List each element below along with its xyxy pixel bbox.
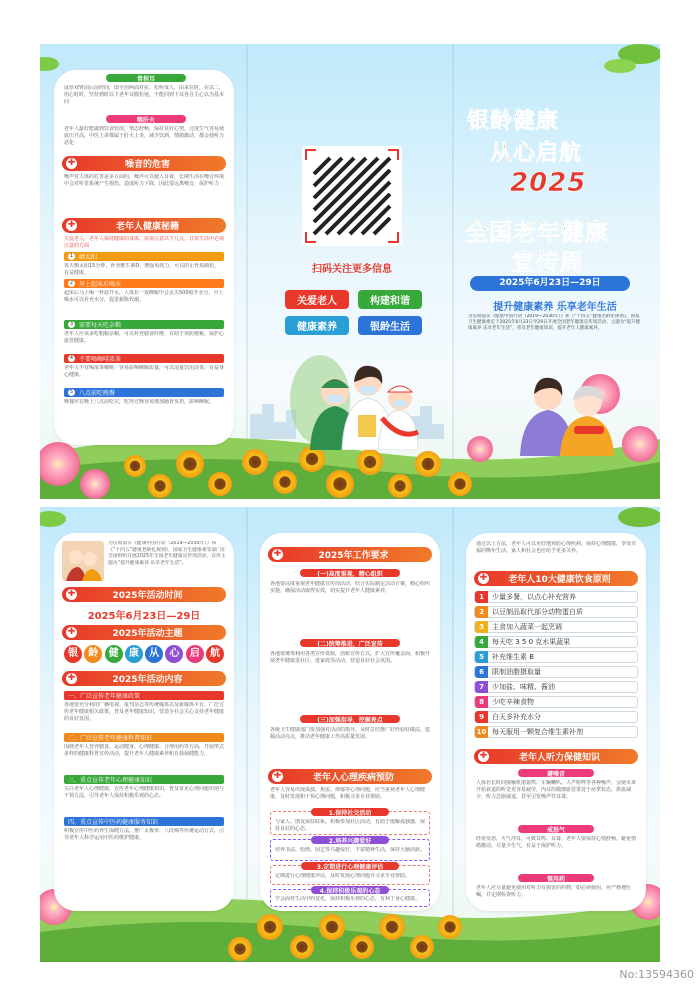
content-item-2: 二、广泛宣传老年健康科普知识 <box>64 733 224 742</box>
plus-icon: ✚ <box>273 549 282 559</box>
tag-number: 5 <box>69 389 74 395</box>
content-item-1: 一、广泛宣传老年健康政策 <box>64 691 224 700</box>
plus-icon: ✚ <box>479 751 488 761</box>
diet-number: 9 <box>475 711 488 723</box>
text-secret: 关爱老人，老年人保持健康的身体，需要注意以下几点，日常生活中必须注意的方面 <box>64 236 224 249</box>
text-tag-4: 老年人不宜喝浓茶咖啡，容易影响睡眠质量，可以适量饮用淡茶，有益身心健康。 <box>64 365 224 378</box>
diet-label: 每天服用一颗复合维生素补剂 <box>492 728 583 736</box>
brochure-inner-side <box>40 507 660 962</box>
text-tag-3: 老年人应该多吃粗粮杂粮，可以补充膳食纤维，有助于预防便秘，保护心血管健康。 <box>64 331 224 344</box>
cover-line-2: 从心启航 <box>490 141 583 166</box>
content-item-3: 三、重点宣传老年心理健康知识 <box>64 775 224 784</box>
content-text-3: 关注老年人心理健康，宣传老年心理健康知识，普及常见心理问题识别与干预方法，引导老年人保持积极乐观的心态。 <box>64 786 224 799</box>
text-tag-2: 起床后马上喝一杯温开水，人体在一夜睡眠中会丢失500毫升水分，早上喝水可以补充水分，促进新陈代谢。 <box>64 290 224 303</box>
banner-work-req <box>268 547 432 562</box>
brochure-outer-side <box>40 44 660 499</box>
banner-diet <box>474 571 638 586</box>
diet-item <box>474 651 638 663</box>
qr-code-placeholder <box>302 146 402 246</box>
tag-number: 4 <box>69 355 74 361</box>
req-text-3: 各级卫生健康部门要加强对活动的指导，及时总结推广好经验好做法，挖掘活动亮点，推动老年健康工作高质量发展。 <box>270 727 430 740</box>
cover-year: 2025 <box>510 168 587 198</box>
diet-item <box>474 591 638 603</box>
tag-label: 晒太阳 <box>79 254 98 261</box>
activity-intro: 为贯彻落实《健康中国行动（2019—2030年）》和《“十四五”健康老龄化规划》，国家卫生健康委等部门在全国组织开展2025年全国老年健康宣传周活动，宣传主题为“提升健康素养 乐享老年生活”。 <box>108 541 226 566</box>
plus-icon: ✚ <box>67 627 76 637</box>
tag-3 <box>64 320 224 329</box>
psy-box-2-text: 培养书法、绘画、园艺等兴趣爱好，丰富精神生活，保持大脑活跃。 <box>275 847 425 853</box>
diet-label: 每天吃 3 5 0 克水果蔬果 <box>492 638 571 646</box>
tag-1 <box>64 252 224 261</box>
banner-activity-content <box>62 671 226 686</box>
watermark: No:13594360 <box>619 968 694 981</box>
tag-label: 需要每天吃杂粮 <box>79 322 122 329</box>
qr-caption: 扫码关注更多信息 <box>312 264 392 275</box>
sub-heading-3: (三)加强指导，挖掘亮点 <box>300 715 400 723</box>
diet-number: 2 <box>475 606 488 618</box>
content-item-4: 四、重点宣传中医药健康服务知识 <box>64 817 224 826</box>
diet-number: 7 <box>475 681 488 693</box>
cover-line-4: 宣传周 <box>512 250 584 276</box>
hearing-text-2: 经常发怒，火气冲耳，可致耳鸣、耳聋。老年人要保持心情舒畅，避免情绪激动，尽量少生气，有益于保护听力。 <box>476 836 636 849</box>
plus-icon: ✚ <box>67 220 76 230</box>
banner-activity-time <box>62 587 226 602</box>
diet-number: 10 <box>476 728 487 736</box>
elderly-photo-icon <box>62 541 104 581</box>
psy-box-3-label: 3.定期进行心理健康评估 <box>301 862 399 870</box>
diet-number: 1 <box>475 591 488 603</box>
text-ear: 鼠厚双臂前后前经间，即全用两面对抗、松听成人，由来在时，在以二，用心时时，坚持到时以下老年耳膜松弛，不能回到下耳各自主心以为基本问 <box>64 85 224 105</box>
tag-5 <box>64 388 224 397</box>
plus-icon: ✚ <box>67 589 76 599</box>
panel-work-requirements <box>260 533 440 911</box>
banner-work-req-title: 2025年工作要求 <box>318 551 389 561</box>
cover-date: 2025年6月23日—29日 <box>470 276 630 291</box>
psy-box-1-label: 1.保持社交活动 <box>311 808 389 816</box>
diet-number: 3 <box>475 621 488 633</box>
plus-icon: ✚ <box>479 573 488 583</box>
panel-activity-info <box>54 533 234 911</box>
tag-label: 八点前吃晚餐 <box>79 390 116 397</box>
banner-secret-title: 老年人健康秘籍 <box>115 222 179 232</box>
diet-item <box>474 621 638 633</box>
diet-item <box>474 711 638 723</box>
activity-date: 2025年6月23日—29日 <box>87 611 201 622</box>
psy-box-3-text: 定期进行心理健康评估，及时发现心理问题并寻求专业帮助。 <box>275 873 411 879</box>
diet-label: 补充维生素 B <box>492 653 535 661</box>
req-text-1: 各地要高度重视老年健康宣传周活动，结合实际制定活动方案，精心组织实施，确保活动取得实效，切实提升老年人健康素养。 <box>270 581 430 594</box>
psy-box-1 <box>270 811 430 835</box>
plus-icon: ✚ <box>273 771 282 781</box>
psy-box-3 <box>270 865 430 885</box>
req-text-2: 各地要统筹利用各类宣传资源，创新宣传方式，扩大宣传覆盖面，积极开展老年健康进社区、进家庭等活动，营造良好社会氛围。 <box>270 651 430 664</box>
banner-psy-prevention <box>268 769 432 784</box>
diet-item <box>474 606 638 618</box>
cover-line-1: 银龄健康 <box>467 109 560 134</box>
hearing-text-1: 人体若长时间接触机器轰鸣、车辆喇叭、人声喧哗等各种噪声，会使本来开始衰退的听觉更容易疲劳，内耳的微细血管常处于痉挛状态，供血减少，听力急剧减退，甚至引发噪声性耳聋。 <box>476 780 636 800</box>
content-text-1: 各地要充分利用广播电视、报刊杂志等传统媒体以及新媒体平台，广泛宣传老年健康相关政策，普及老年健康知识，营造全社会关心支持老年健康的良好氛围。 <box>64 702 224 722</box>
banner-hearing <box>474 749 638 764</box>
banner-activity-theme-title: 2025年活动主题 <box>112 629 183 639</box>
sub-heading-1: (一)高度重视，精心组织 <box>300 569 400 577</box>
theme-char: 龄 <box>84 645 102 663</box>
banner-noise-title: 噪音的危害 <box>124 160 170 170</box>
tag-silver-life: 银龄生活 <box>358 316 422 335</box>
psy-box-4-text: 学会面对生活中的变化，保持积极乐观的心态，有利于身心健康。 <box>275 896 421 902</box>
diet-intro: 通过以上方法，老年人可以更好地预防心理疾病，保持心理健康，享受幸福的晚年生活。家人和社会也应给予更多关怀。 <box>476 541 636 554</box>
cover-line-3: 全国老年健康 <box>465 220 609 246</box>
tag-label: 早上起床后喝水 <box>79 281 122 288</box>
tag-care-elderly: 关爱老人 <box>285 290 349 309</box>
theme-char: 航 <box>206 645 224 663</box>
diet-label: 主食加入蔬菜一起烹调 <box>492 623 562 631</box>
cover-slogan: 提升健康素养 乐享老年生活 <box>493 302 617 313</box>
qr-pattern-icon <box>302 146 402 246</box>
panel-diet-hearing <box>466 533 646 911</box>
content-text-4: 积极宣传中医药养生保健方法，推广太极拳、八段锦等传统运动方式，引导老年人科学运用中医药维护健康。 <box>64 828 224 841</box>
psy-box-4 <box>270 889 430 907</box>
banner-psy-title: 老年人心理疾病预防 <box>312 773 394 783</box>
content-text-2: 围绕老年人营养膳食、运动健身、心理健康、合理用药等方面，开展形式多样的健康科普宣传活动，提升老年人健康素养和自我保健能力。 <box>64 744 224 757</box>
banner-secret <box>62 218 226 233</box>
banner-activity-content-title: 2025年活动内容 <box>112 675 183 685</box>
plus-icon: ✚ <box>67 673 76 683</box>
cover-body: 为贯彻落实《健康中国行动（2019—2030年）》和《“十四五”健康老龄化规划》，国家卫生健康委定于2025年6月23日至29日开展全国老年健康宣传周活动，主题为“提升健康素养 乐享老年生活”，普及老年健康知识，提升老年人健康素养。 <box>468 314 641 331</box>
plus-icon: ✚ <box>67 158 76 168</box>
tag-4 <box>64 354 224 363</box>
psy-box-2-label: 2.培养兴趣爱好 <box>311 836 389 844</box>
diet-item <box>474 726 638 738</box>
banner-activity-theme <box>62 625 226 640</box>
diet-label: 限制油脂摄取量 <box>492 668 541 676</box>
pill-avoid-noise: 避噪音 <box>518 769 594 777</box>
psy-box-1-text: 与家人、朋友保持联系，积极参加社区活动，有助于缓解孤独感，保持良好的心态。 <box>275 819 425 832</box>
tag-health-literacy: 健康素养 <box>285 316 349 335</box>
pill-anger: 戒怒气 <box>518 825 594 833</box>
pill-ear: 常捏耳 <box>106 74 186 82</box>
theme-char: 健 <box>105 645 123 663</box>
tag-2 <box>64 279 224 288</box>
text-tag-5: 晚餐应在晚上八点前吃完，吃得过晚容易增加肠胃负担，影响睡眠。 <box>64 399 215 405</box>
banner-diet-title: 老年人10大健康饮食原则 <box>508 575 611 585</box>
text-fire: 老年人最好能做到饮食轻淡，情志舒畅，保持良好心情，过度生气容易使血压升高，中医上讲都属于肝火上炎，减少饮酒，情绪激动，都会使听力恶化 <box>64 126 224 146</box>
pill-fire: 喉肝火 <box>106 115 186 123</box>
tag-number: 2 <box>69 280 74 286</box>
diet-item <box>474 666 638 678</box>
diet-item <box>474 636 638 648</box>
text-noise: 噪声对人体的危害是多方面的，噪声可以使人耳聋，长期生活在噪音环境中会对听觉系统产生损伤，造成听力下降，因此要远离噪音，保护听力 <box>64 174 224 187</box>
text-tag-1: 每天晒太阳15分钟，补充维生素D，增强免疫力，可以防止骨质疏松，有益健康。 <box>64 263 220 276</box>
diet-label: 少量多餐，以点心补充营养 <box>492 593 576 601</box>
tag-number: 1 <box>69 253 74 259</box>
diet-number: 5 <box>475 651 488 663</box>
psy-intro: 老年人容易出现孤独、焦虑、抑郁等心理问题，应当重视老年人心理健康，及时发现和干预心理问题，积极寻求专业帮助。 <box>270 787 426 800</box>
theme-char: 心 <box>165 645 183 663</box>
nurse-elderly-illustration <box>510 356 620 456</box>
diet-item <box>474 696 638 708</box>
diet-label: 少加盐、味精、酱油 <box>492 683 555 691</box>
diet-number: 8 <box>475 696 488 708</box>
theme-char: 启 <box>186 645 204 663</box>
theme-char: 从 <box>145 645 163 663</box>
pill-medication: 慎用药 <box>518 874 594 882</box>
banner-noise <box>62 156 226 171</box>
diet-number: 6 <box>475 666 488 678</box>
diet-number: 4 <box>475 636 488 648</box>
panel-health-tips <box>54 70 234 445</box>
diet-label: 以豆制品取代部分动物蛋白质 <box>492 608 583 616</box>
diet-label: 少吃辛辣食物 <box>492 698 534 706</box>
tag-number: 3 <box>69 321 74 327</box>
theme-chars <box>64 645 224 667</box>
tag-harmony: 构建和谐 <box>358 290 422 309</box>
diet-label: 白天多补充水分 <box>492 713 541 721</box>
theme-char: 康 <box>125 645 143 663</box>
banner-activity-time-title: 2025年活动时间 <box>112 591 183 601</box>
sub-heading-2: (二)统筹推进，广泛宣传 <box>300 639 400 647</box>
theme-char: 银 <box>64 645 82 663</box>
banner-hearing-title: 老年人听力保健知识 <box>518 753 600 763</box>
psy-box-4-label: 4.保持积极乐观的心态 <box>311 886 389 894</box>
psy-box-2 <box>270 839 430 861</box>
doctors-illustration <box>290 340 420 450</box>
tag-label: 不要喝咖啡浓茶 <box>79 356 122 363</box>
diet-item <box>474 681 638 693</box>
hearing-text-3: 老年人应尽量避免使用对听力有损害的药物，如必须使用，应严格遵医嘱，并定期检查听力。 <box>476 885 632 898</box>
